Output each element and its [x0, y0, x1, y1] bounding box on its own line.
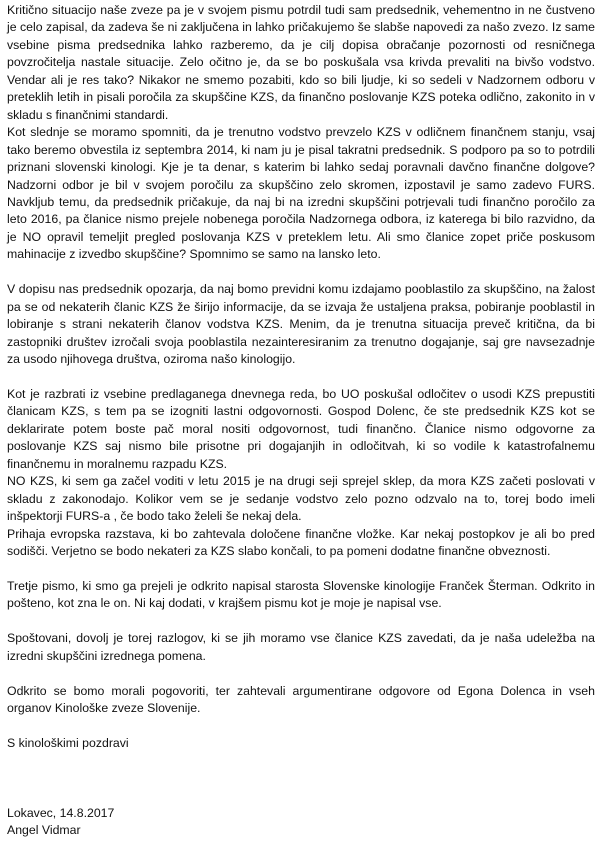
paragraph-agenda: Kot je razbrati iz vsebine predlaganega dnevnega reda, bo UO poskušal odločitev o usodi KZS prepustiti članicam KZS, s tem pa se izogniti lastni odgovornosti. Gospod Dolenc, če ste predsednik KZS kot se deklarirate potem boste pač moral nositi odgovornost, tudi finančno. Članice nismo odgovorne za poslovanje KZS saj nismo bile prisotne pri dogajanjih in odločitvah, ki so vodile k katastrofalnemu finančnemu in moralnemu razpadu KZS.: [7, 386, 595, 471]
place-date: Lokavec, 14.8.2017: [7, 805, 115, 820]
paragraph-spacer: [7, 369, 595, 386]
paragraph-spacer: [7, 665, 595, 682]
paragraph-finance-state: Kot slednje se moramo spomniti, da je trenutno vodstvo prevzelo KZS v odličnem finančnem stanju, vsaj tako beremo obvestila iz septembra 2014, ki nam ju je pisal takratni predsednik. S podporo pa so to potrdili priznani slovenski kinologi. Kje je ta denar, s katerim bi lahko sedaj poravnali davčno finančne dolgove? Nadzorni odbor je bil v svojem poročilu za skupščino zelo skromen, izpostavil je samo zadevo FURS. Navkljub temu, da predsednik pričakuje, da naj bi na izredni skupščini potrjevali tudi finančno poročilo za leto 2016, pa članice nismo prejele nobenega poročila Nadzornega odbora, iz katerega bi bilo razvidno, da je NO opravil temeljit pregled poslovanja KZS v preteklem letu. Ali smo članice zopet priče poskusom mahinacije z izvedbo skupščine? Spomnimo se samo na lansko leto.: [7, 125, 595, 262]
paragraph-intro: Kritično situacijo naše zveze pa je v svojem pismu potrdil tudi sam predsednik, vehementno in ne čustveno je celo zapisal, da zadeva še ni zaključena in lahko pričakujemo še slabše napovedi za našo zvezo. Iz same vsebine pisma predsednika lahko razberemo, da je cilj dopisa obračanje pozornosti od resničnega povzročitelja nastale situacije. Zelo očitno je, da se bo poskušala vsa krivda prevaliti na bivšo vodstvo. Vendar ali je res tako? Nikakor ne smemo pozabiti, kdo so bili ljudje, ki so sedeli v Nadzornem odboru v preteklih letih in pisali poročila za skupščine KZS, da finančno poslovanje KZS poteka odlično, zakonito in v skladu s finančnimi standardi.: [7, 3, 595, 122]
paragraph-spacer: [7, 752, 595, 769]
closing-greeting: S kinološkimi pozdravi: [7, 735, 129, 750]
paragraph-spacer: [7, 264, 595, 281]
paragraph-reasons: Spoštovani, dovolj je torej razlogov, ki se jih moramo vse članice KZS zavedati, da je naša udeležba na izredni skupščini izrednega pomena.: [7, 631, 595, 663]
paragraph-discussion: Odkrito se bomo morali pogovoriti, ter zahtevali argumentirane odgovore od Egona Dolenca in vseh organov Kinološke zveze Slovenije.: [7, 683, 595, 716]
author-name: Angel Vidmar: [7, 823, 81, 838]
paragraph-proxy-warning: V dopisu nas predsednik opozarja, da naj bomo previdni komu izdajamo pooblastilo za skupščino, na žalost pa se od nekaterih članic KZS že širijo informacije, da se izvaja že ustaljena praksa, pobiranje pooblastil in lobiranje s strani nekaterih članov vodstva KZS. Menim, da je trenutna situacija preveč kritična, da bi zastopniki društev izročali svoja pooblastila nezainteresiranim za trenutno dogajanje, saj gre navsezadnje za usodo njihovega društva, oziroma našo kinologijo.: [7, 282, 595, 367]
paragraph-spacer: [7, 613, 595, 630]
paragraph-no-kzs: NO KZS, ki sem ga začel voditi v letu 2015 je na drugi seji sprejel sklep, da mora KZS začeti poslovati v skladu z zakonodajo. Kolikor vem se je sedanje vodstvo zelo pozno odzvalo na to, torej bodo imeli inšpektorji FURS-a , če bodo tako želeli še nekaj dela.: [7, 474, 595, 524]
paragraph-third-letter: Tretje pismo, ki smo ga prejeli je odkrito napisal starosta Slovenske kinologije Franček Šterman. Odkrito in pošteno, kot zna le on. Ni kaj dodati, v krajšem pismu kot je moje je napisal vse.: [7, 578, 595, 611]
letter-page: [7, 2, 595, 840]
paragraph-spacer: [7, 787, 595, 804]
paragraph-spacer: [7, 560, 595, 577]
paragraph-spacer: [7, 770, 595, 787]
paragraph-spacer: [7, 718, 595, 735]
paragraph-exhibition: Prihaja evropska razstava, ki bo zahtevala določene finančne vložke. Kar nekaj postopkov je ali bo pred sodišči. Verjetno se bodo nekateri za KZS slabo končali, to pa pomeni dodatne finančne obveznosti.: [7, 526, 595, 559]
